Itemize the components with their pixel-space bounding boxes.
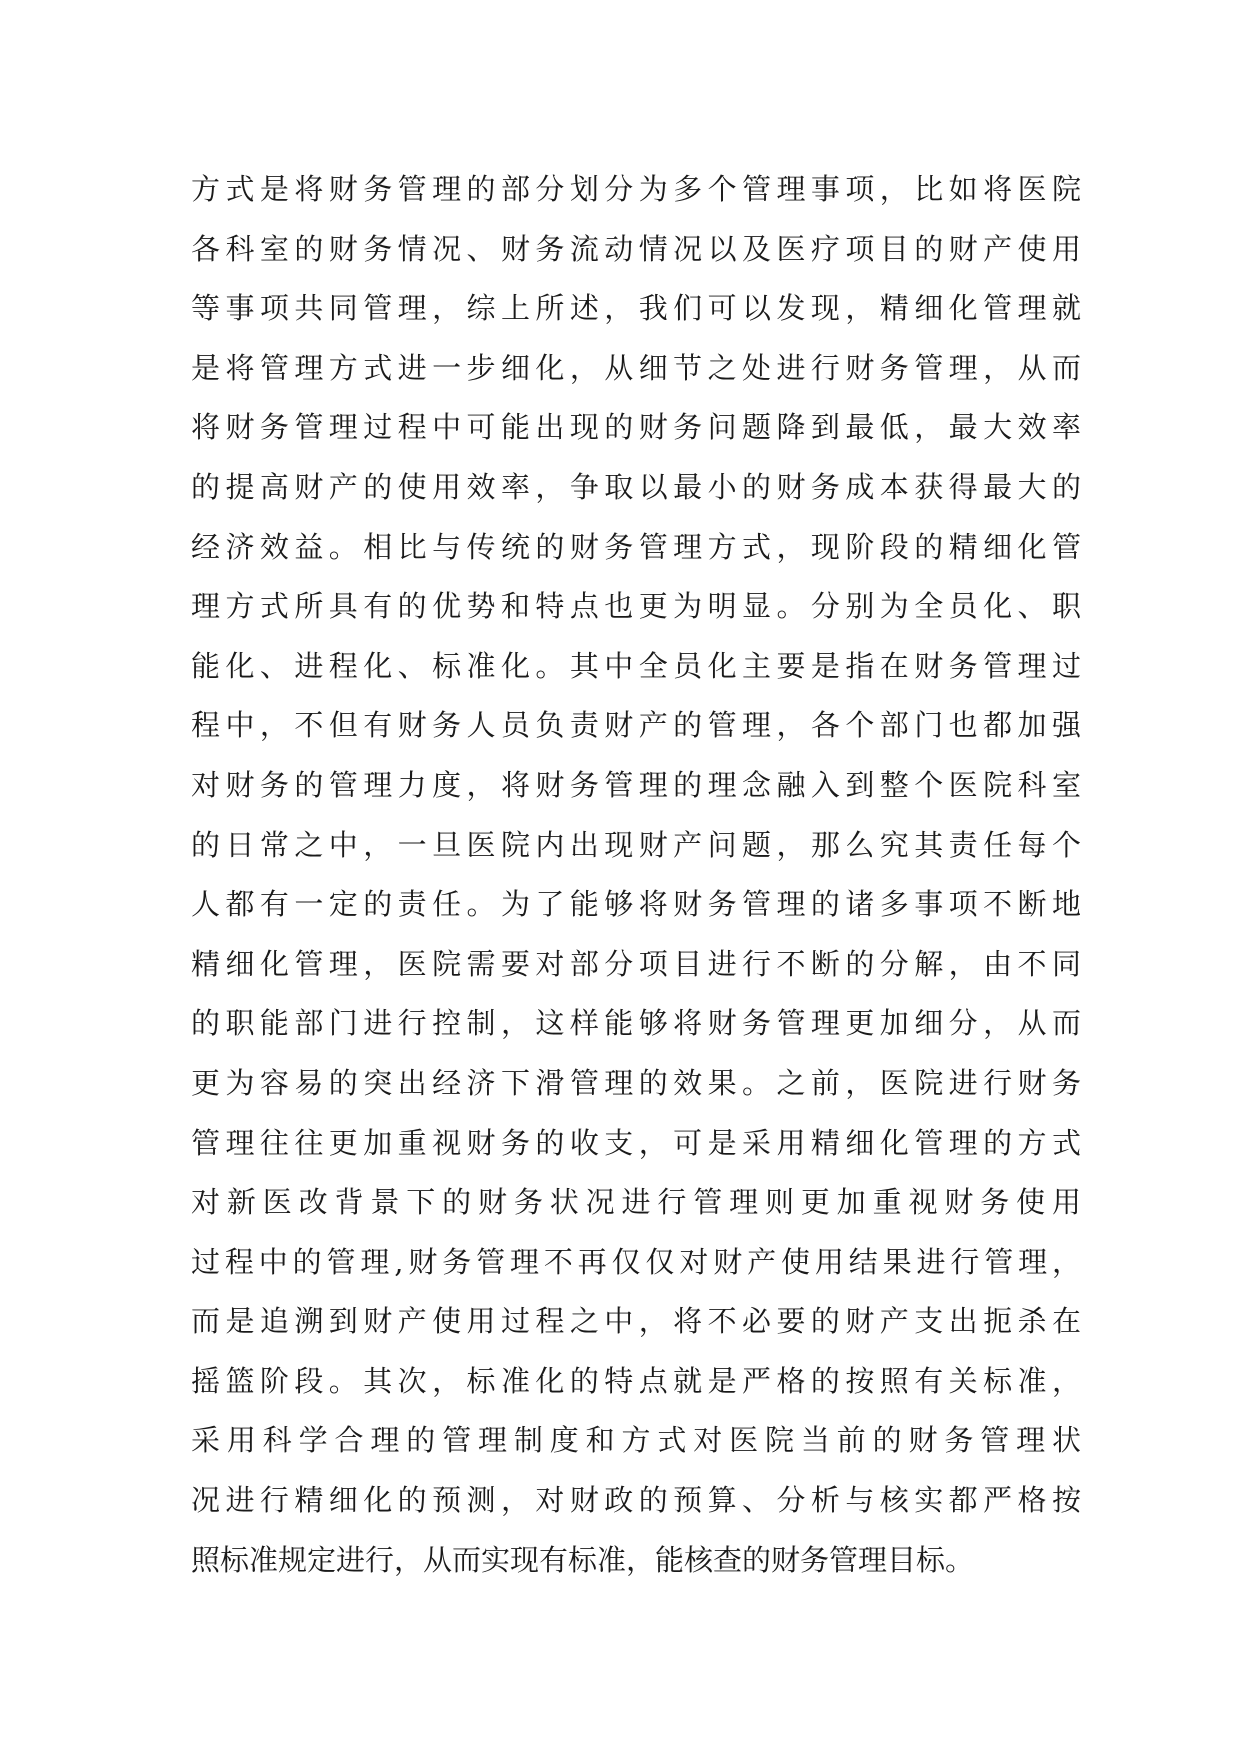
text-line: 对财务的管理力度，将财务管理的理念融入到整个医院科室	[191, 767, 1081, 802]
text-line: 的职能部门进行控制，这样能够将财务管理更加细分，从而	[191, 1006, 1081, 1041]
text-line: 经济效益。相比与传统的财务管理方式，现阶段的精细化管	[191, 529, 1081, 564]
text-line: 的日常之中，一旦医院内出现财产问题，那么究其责任每个	[191, 827, 1081, 862]
text-line: 照标准规定进行，从而实现有标准，能核查的财务管理目标。	[191, 1542, 975, 1577]
text-line: 采用科学合理的管理制度和方式对医院当前的财务管理状	[191, 1423, 1081, 1458]
text-line: 能化、进程化、标准化。其中全员化主要是指在财务管理过	[191, 648, 1081, 683]
text-line: 对新医改背景下的财务状况进行管理则更加重视财务使用	[191, 1185, 1081, 1220]
text-line: 程中，不但有财务人员负责财产的管理，各个部门也都加强	[191, 708, 1081, 743]
text-line: 况进行精细化的预测，对财政的预算、分析与核实都严格按	[191, 1483, 1081, 1518]
text-line: 而是追溯到财产使用过程之中，将不必要的财产支出扼杀在	[191, 1304, 1081, 1339]
text-line: 是将管理方式进一步细化，从细节之处进行财务管理，从而	[191, 350, 1081, 385]
text-line: 各科室的财务情况、财务流动情况以及医疗项目的财产使用	[191, 231, 1081, 266]
text-line: 过程中的管理,财务管理不再仅仅对财产使用结果进行管理，	[191, 1244, 1081, 1279]
text-line: 管理往往更加重视财务的收支，可是采用精细化管理的方式	[191, 1125, 1081, 1160]
text-line: 人都有一定的责任。为了能够将财务管理的诸多事项不断地	[191, 887, 1081, 922]
body-paragraph	[191, 160, 1081, 1590]
text-line: 摇篮阶段。其次，标准化的特点就是严格的按照有关标准，	[191, 1363, 1081, 1398]
text-line: 等事项共同管理，综上所述，我们可以发现，精细化管理就	[191, 291, 1081, 326]
text-line: 更为容易的突出经济下滑管理的效果。之前，医院进行财务	[191, 1065, 1081, 1100]
text-line: 方式是将财务管理的部分划分为多个管理事项，比如将医院	[191, 172, 1081, 206]
text-line: 将财务管理过程中可能出现的财务问题降到最低，最大效率	[191, 410, 1081, 445]
text-line: 理方式所具有的优势和特点也更为明显。分别为全员化、职	[191, 589, 1081, 624]
text-line: 精细化管理，医院需要对部分项目进行不断的分解，由不同	[191, 946, 1081, 981]
text-line: 的提高财产的使用效率，争取以最小的财务成本获得最大的	[191, 469, 1081, 504]
